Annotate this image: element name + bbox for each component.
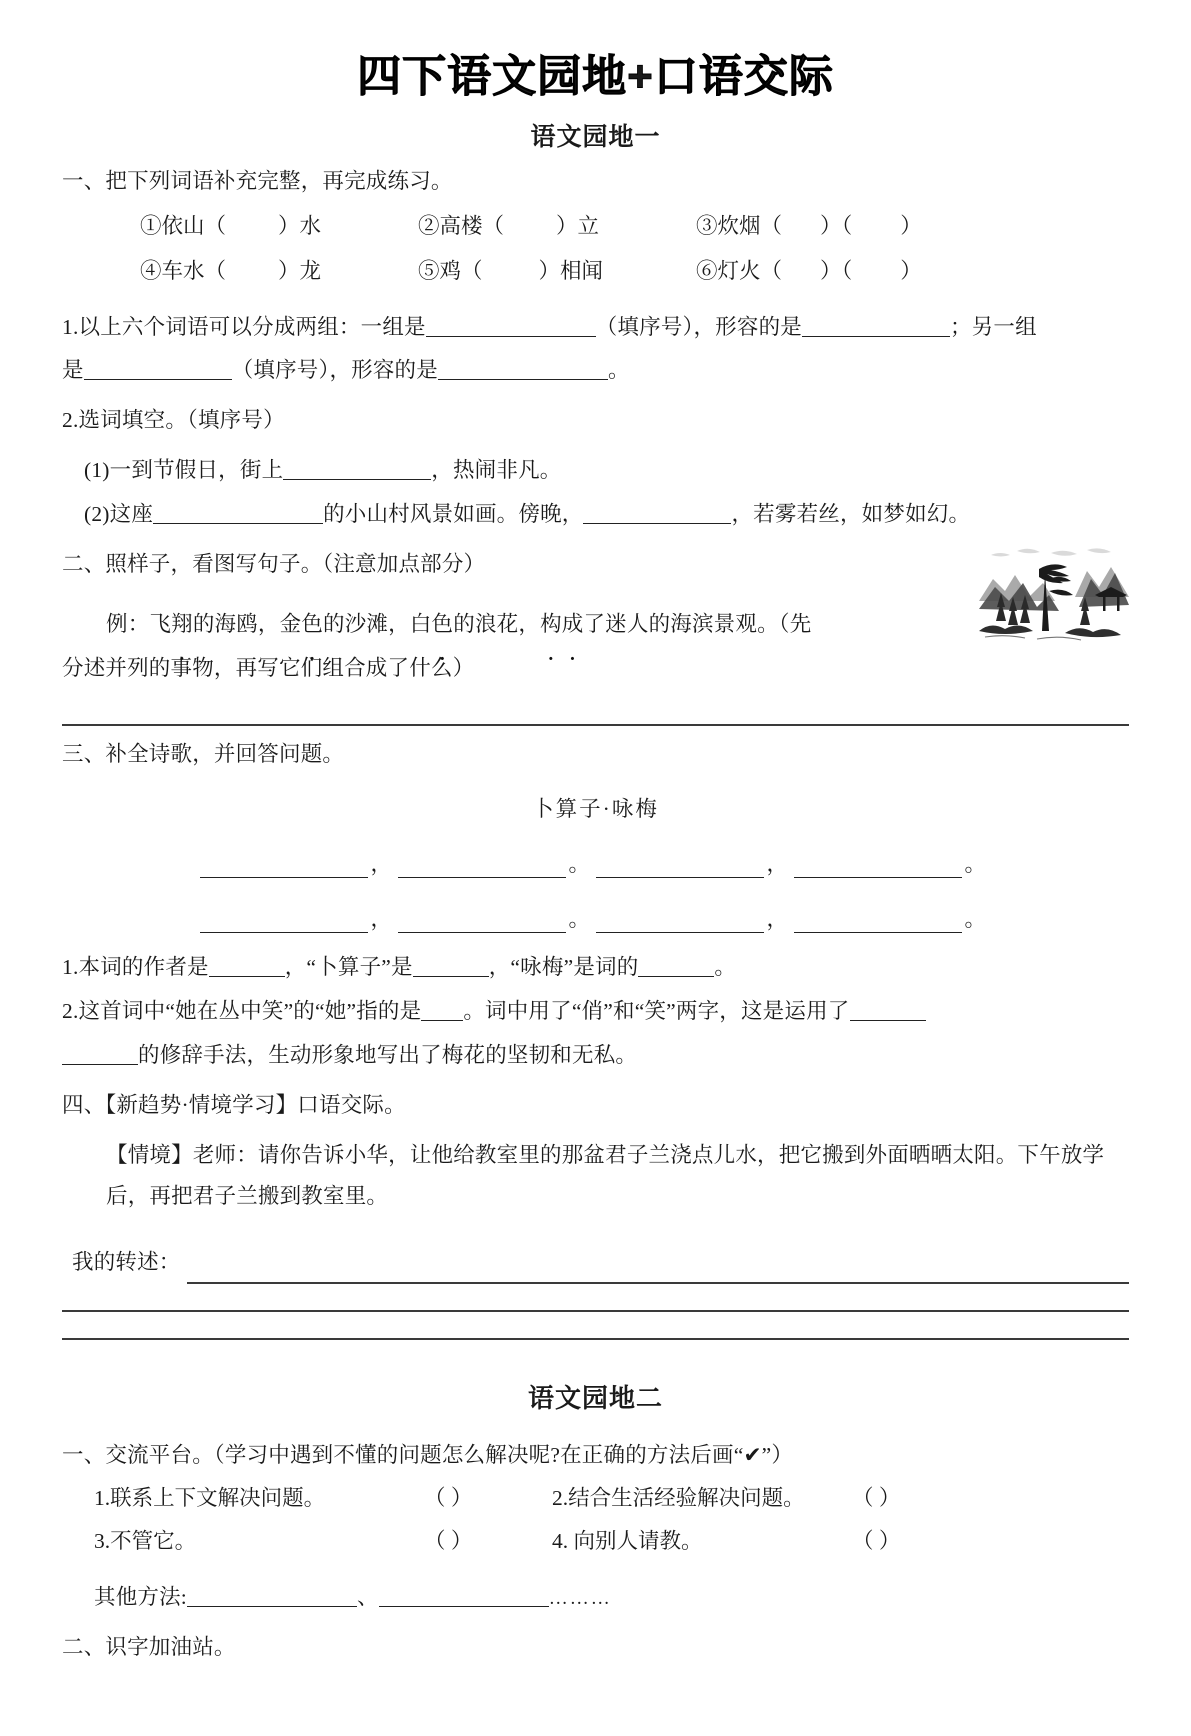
poem-q1-text-a: 1.本词的作者是 [62,954,209,979]
unit-one-title: 语文园地一 [530,123,661,151]
idiom-tail: ） [900,213,922,238]
answer-blank[interactable] [283,456,431,480]
poem-blank[interactable] [794,909,962,933]
poem-row-1 [62,847,1129,878]
poem-blank[interactable] [398,909,566,933]
idiom-text: 依山（ [161,213,227,238]
question-2-item-1 [62,450,1129,492]
answer-blank[interactable] [638,953,714,977]
idiom-text: 高楼（ [439,213,505,238]
idiom-item-4 [140,250,418,293]
idiom-item-2 [418,205,696,248]
answer-rule[interactable] [62,724,1129,726]
answer-blank[interactable] [438,356,608,380]
section-3-heading: 三、补全诗歌，并回答问题。 [62,741,345,766]
answer-blank[interactable] [153,500,323,524]
question-1-text-b: （填序号），形容的是 [595,314,802,339]
answer-blank[interactable] [84,356,232,380]
idiom-item-6 [696,250,922,293]
poem-q1-text-c: ，“咏梅”是词的 [488,954,639,979]
page-title: 四下语文园地+口语交际 [357,52,834,101]
answer-blank-long[interactable] [187,1263,1129,1285]
question-1-line-2 [62,350,1129,392]
poem-q2-text-c: 的修辞手法，生动形象地写出了梅花的坚韧和无私。 [138,1042,638,1067]
unit2-heading-text-a: 一、交流平台。（学习中遇到不懂的问题怎么解决呢?在正确的方法后画“ [62,1443,744,1468]
worksheet-page [0,52,1191,1736]
poem-question-2-line-1 [62,991,1129,1033]
answer-blank[interactable] [426,312,596,336]
answer-rule[interactable] [62,1310,1129,1312]
poem-row-2 [62,902,1129,933]
q2-1-text-a: (1)一到节假日，街上 [84,458,284,483]
poem-punctuation: 。 [568,851,591,876]
ink-landscape-painting-icon [979,539,1129,641]
my-retelling-label: 我的转述： [72,1250,181,1275]
answer-blank[interactable] [850,997,926,1021]
answer-blank[interactable] [802,312,950,336]
poem-punctuation: ， [766,906,789,931]
idiom-mid: ）（ [820,213,853,238]
answer-blank[interactable] [187,1583,357,1607]
emphasis-char: 色 [431,612,454,637]
option-4-checkbox[interactable]: （ ） [852,1529,901,1554]
idiom-mid: ）（ [820,258,853,283]
idiom-row-2 [62,250,1129,293]
poem-blank[interactable] [200,909,368,933]
idiom-text: 灯火（ [717,258,783,283]
poem-punctuation: ， [766,851,789,876]
example-part-5: 了迷人的海滨景观。（先 [583,612,812,637]
answer-blank[interactable] [583,500,731,524]
my-retelling-row [62,1242,1129,1284]
scenario-label: 【情境】 [106,1142,193,1167]
other-methods-row [62,1577,1129,1619]
emphasis-char: 构 [540,612,562,637]
idiom-number: ② [418,213,440,238]
scenario-text: 老师：请你告诉小华，让他给教室里的那盆君子兰浇点儿水，把它搬到外面晒晒太阳。下午放学后，再把君子兰搬到教室里。 [106,1142,1105,1209]
poem-q2-text-a: 2.这首词中“她在丛中笑”的“她”指的是 [62,998,422,1023]
answer-blank[interactable] [379,1583,549,1607]
poem-punctuation: 。 [964,851,987,876]
option-row-1 [62,1477,1129,1520]
emphasis-char: 翔 [171,612,193,637]
answer-blank[interactable] [413,953,489,977]
idiom-mid: ）立 [556,213,600,238]
scenario-block [62,1135,1129,1219]
answer-blank[interactable] [209,953,285,977]
q2-2-text-a: (2)这座 [84,502,154,527]
emphasis-char: 色 [301,612,324,637]
example-label: 例： [106,612,150,637]
poem-title: 卜算子·咏梅 [532,796,659,821]
question-1-text-f: 。 [607,358,630,383]
other-methods-label: 其他方法: [94,1585,187,1610]
idiom-row-1 [62,205,1129,248]
option-row-2 [62,1520,1129,1563]
poem-q1-text-b: ，“卜算子”是 [284,954,413,979]
poem-question-2-line-2 [62,1035,1129,1077]
option-3-label: 3.不管它。 [94,1529,197,1554]
idiom-mid: ）龙 [278,258,322,283]
example-part-4: 的浪花， [453,612,541,637]
idiom-text: 鸡（ [439,258,483,283]
idiom-item-3 [696,205,922,248]
poem-punctuation: 。 [964,906,987,931]
question-1-text-c: ；另一组 [950,314,1037,339]
example-part-3: 的沙滩，白 [323,612,432,637]
example-sentence [62,604,1129,646]
answer-blank[interactable] [62,1041,138,1065]
section-1-heading: 一、把下列词语补充完整，再完成练习。 [62,168,453,193]
poem-blank[interactable] [596,909,764,933]
example-part-2: 的海鸥，金 [192,612,302,637]
poem-q1-text-d: 。 [714,954,737,979]
option-1-checkbox[interactable]: （ ） [424,1486,473,1511]
q2-2-text-c: ，若雾若丝，如梦如幻。 [731,502,971,527]
poem-punctuation: ， [370,851,393,876]
q2-2-text-b: 的小山村风景如画。傍晚， [323,502,584,527]
checkmark-icon: ✔ [743,1443,762,1469]
unit-two-title: 语文园地二 [527,1384,663,1414]
poem-blank[interactable] [596,854,764,878]
answer-blank[interactable] [421,997,463,1021]
question-1-line-1 [62,307,1129,349]
option-1-label: 1.联系上下文解决问题。 [94,1486,326,1511]
option-2-checkbox[interactable]: （ ） [852,1486,901,1511]
ellipsis-text: ……… [548,1588,612,1610]
idiom-number: ① [140,213,162,238]
idiom-item-5 [418,250,696,293]
option-2-label: 2.结合生活经验解决问题。 [552,1486,805,1511]
question-2-heading: 2.选词填空。（填序号） [62,408,285,433]
idiom-number: ④ [140,258,162,283]
option-4-label: 4. 向别人请教。 [552,1529,703,1554]
poem-question-1 [62,947,1129,989]
idiom-item-1 [140,205,418,248]
section-2-heading: 二、照样子，看图写句子。（注意加点部分） [62,552,486,577]
poem-punctuation: 。 [568,906,591,931]
poem-blank[interactable] [794,854,962,878]
q2-1-text-b: ，热闹非凡。 [431,458,562,483]
unit2-section-2-heading: 二、识字加油站。 [62,1635,236,1660]
question-1-text-e: （填序号），形容的是 [231,358,438,383]
idiom-number: ③ [696,213,718,238]
unit2-heading-text-b: ”） [761,1443,794,1468]
poem-blank[interactable] [398,854,566,878]
poem-q2-text-b: 。词中用了“俏”和“笑”两字，这是运用了 [463,998,850,1023]
idiom-number: ⑥ [696,258,718,283]
idiom-text: 车水（ [161,258,227,283]
idiom-text: 炊烟（ [717,213,783,238]
idiom-tail: ） [900,258,922,283]
option-3-checkbox[interactable]: （ ） [424,1529,473,1554]
question-1-text-a: 1.以上六个词语可以分成两组：一组是 [62,314,426,339]
other-methods-separator: 、 [356,1585,379,1610]
question-2-item-2 [62,494,1129,536]
idiom-number: ⑤ [418,258,440,283]
idiom-mid: ）相闻 [538,258,604,283]
idiom-mid: ）水 [278,213,322,238]
example-sentence-line-2: 分述并列的事物，再写它们组合成了什么） [62,655,475,680]
section-4-heading: 四、【新趋势·情境学习】口语交际。 [62,1092,406,1117]
poem-punctuation: ， [370,906,393,931]
unit2-section-1-heading [62,1435,1129,1477]
example-part-1: 飞 [149,612,172,637]
emphasis-char: 成 [561,612,584,637]
poem-blank[interactable] [200,854,368,878]
question-1-text-d: 是 [62,358,84,383]
answer-rule[interactable] [62,1338,1129,1340]
